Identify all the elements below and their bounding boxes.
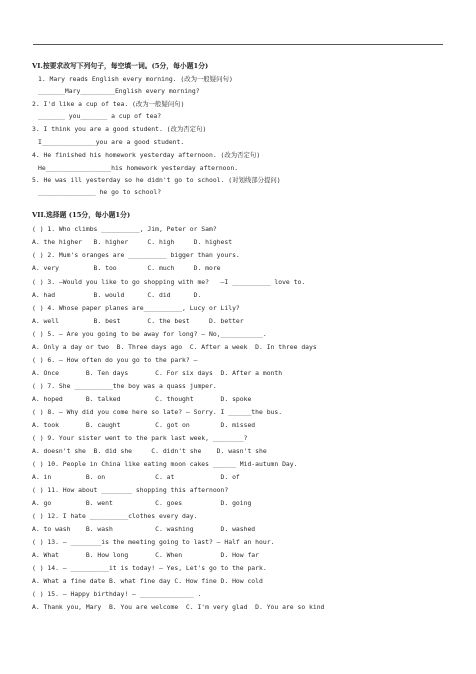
vi-line-3: 2. I'd like a cup of tea. (改为一般疑问句) [32,100,185,108]
vii-line-22: A. go B. went C. goes D. going [32,499,252,507]
vi-line-4: _______ you_______ a cup of tea? [38,112,162,120]
section-vii-heading: VII.选择题 (15分，每小题1分) [32,211,131,219]
vii-line-8: A. well B. best C. the best D. better [32,317,244,325]
vi-line-1: 1. Mary reads English every morning. (改为一般疑问句) [38,75,233,83]
vi-line-6: I______________you are a good student. [38,138,185,146]
vii-line-25: ( ) 13. — ________is the meeting going to last? — Half an hour. [32,538,275,546]
vii-line-27: ( ) 14. — __________it is today! — Yes, Let's go to the park. [32,564,267,572]
vii-line-26: A. What B. How long C. When D. How far [32,551,260,559]
vi-line-5: 3. I think you are a good student. (改为否定句) [32,125,207,133]
vii-line-17: ( ) 9. Your sister went to the park last week, ________? [32,434,248,442]
vii-line-3: ( ) 2. Mum's oranges are __________ bigger than yours. [32,251,240,259]
vi-line-8: He_________________his homework yesterday afternoon. [38,164,239,172]
vii-line-6: A. had B. would C. did D. [32,291,202,299]
vii-line-23: ( ) 12. I hate __________clothes every day. [32,512,198,520]
vii-line-12: A. Once B. Ten days C. For six days D. After a month [32,369,283,377]
vii-line-14: A. hoped B. talked C. thought D. spoke [32,395,252,403]
vii-line-1: ( ) 1. Who climbs __________, Jim, Peter or Sam? [32,225,217,233]
vii-line-4: A. very B. too C. much D. more [32,264,221,272]
vii-line-9: ( ) 5. — Are you going to be away for long? — No,___________. [32,330,267,338]
vii-line-5: ( ) 3. —Would you like to go shopping with me? —I __________ love to. [32,278,306,286]
vii-line-11: ( ) 6. — How often do you go to the park? — [32,356,198,364]
vii-line-15: ( ) 8. — Why did you come here so late? — Sorry. I ______the bus. [32,408,283,416]
vii-line-10: A. Only a day or two B. Three days ago C. After a week D. In three days [32,343,317,351]
section-vi-heading: VI.按要求改写下列句子，每空填一词。(5分，每小题1分) [32,62,209,70]
vii-line-20: A. in B. on C. at D. of [32,473,240,481]
vii-line-28: A. What a fine date B. what fine day C. How fine D. How cold [32,577,263,585]
top-rule [33,44,443,45]
vii-line-18: A. doesn't she B. did she C. didn't she D. wasn't she [32,447,267,455]
vi-line-7: 4. He finished his homework yesterday afternoon. (改为否定句) [32,151,261,159]
vii-line-2: A. the higher B. higher C. high D. highest [32,238,233,246]
vii-line-24: A. to wash B. wash C. washing D. washed [32,525,256,533]
vii-line-16: A. took B. caught C. got on D. missed [32,421,256,429]
vii-line-7: ( ) 4. Whose paper planes are__________, Lucy or Lily? [32,304,240,312]
vi-line-10: _______________ he go to school? [38,188,162,196]
vi-line-9: 5. He was ill yesterday so he didn't go to school. (对划线部分提问) [32,176,281,184]
vii-line-29: ( ) 15. — Happy birthday! — ______________ . [32,590,202,598]
vii-line-30: A. Thank you, Mary B. You are welcome C. I'm very glad D. You are so kind [32,603,325,611]
vi-line-2: _______Mary_________English every morning? [38,87,200,95]
vii-line-19: ( ) 10. People in China like eating moon cakes ______ Mid-autumn Day. [32,460,298,468]
vii-line-13: ( ) 7. She __________the boy was a quass jumper. [32,382,217,390]
vii-line-21: ( ) 11. How about ________ shopping this afternoon? [32,486,229,494]
